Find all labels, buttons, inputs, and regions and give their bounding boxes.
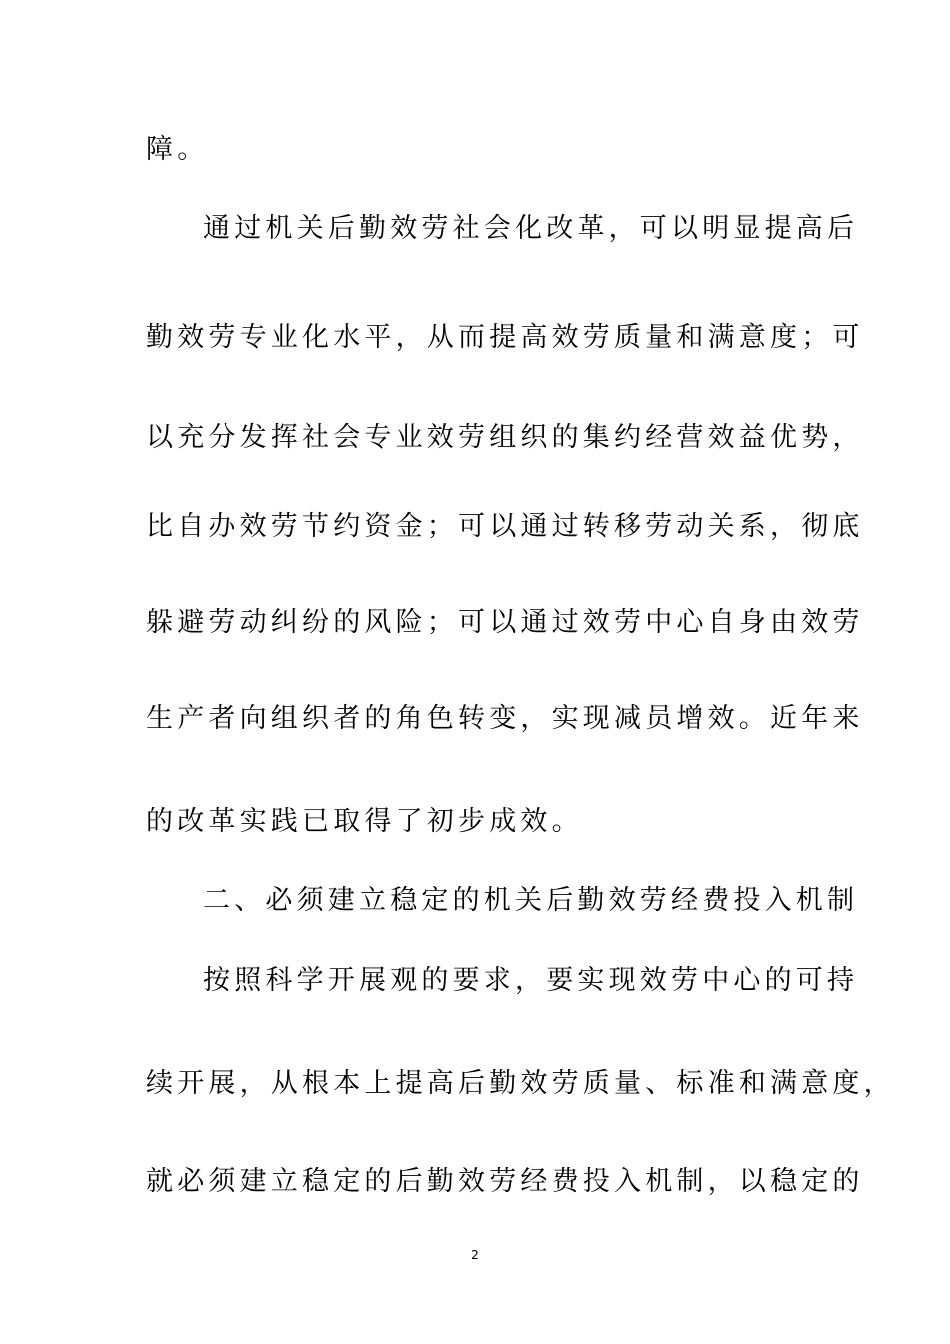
text-line: 比自办效劳节约资金；可以通过转移劳动关系，彻底	[146, 511, 864, 542]
page-number: 2	[471, 1248, 479, 1262]
text-line: 躲避劳动纠纷的风险；可以通过效劳中心自身由效劳	[146, 607, 864, 638]
text-line: 勤效劳专业化水平，从而提高效劳质量和满意度；可	[146, 322, 864, 353]
text-line: 就必须建立稳定的后勤效劳经费投入机制，以稳定的	[146, 1166, 864, 1197]
text-line: 障。	[146, 134, 209, 165]
paragraph-first-line: 按照科学开展观的要求，要实现效劳中心的可持	[203, 965, 859, 996]
text-line: 以充分发挥社会专业效劳组织的集约经营效益优势，	[146, 422, 864, 453]
paragraph-first-line: 通过机关后勤效劳社会化改革，可以明显提高后	[203, 213, 859, 244]
text-line: 续开展，从根本上提高后勤效劳质量、标准和满意度，	[146, 1068, 895, 1099]
section-heading: 二、必须建立稳定的机关后勤效劳经费投入机制	[203, 885, 859, 916]
text-line: 的改革实践已取得了初步成效。	[146, 806, 583, 837]
text-line: 生产者向组织者的角色转变，实现减员增效。近年来	[146, 703, 864, 734]
